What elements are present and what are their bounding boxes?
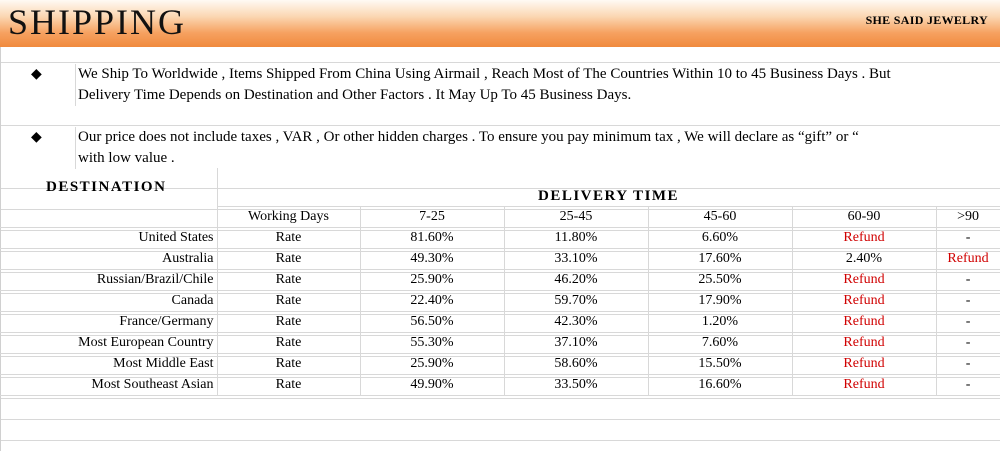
rate-cell: 15.50% [648,354,792,375]
rate-cell: 81.60% [360,228,504,249]
delivery-table-wrap [0,168,1000,396]
rate-cell: - [936,375,1000,396]
type-cell: Rate [217,354,360,375]
rate-cell: 22.40% [360,291,504,312]
rate-cell: - [936,312,1000,333]
column-header: >90 [936,207,1000,228]
destination-header: DESTINATION [0,168,217,207]
table-row [0,249,1000,270]
table-row [0,228,1000,249]
rate-cell: 1.20% [648,312,792,333]
type-cell: Rate [217,312,360,333]
rate-cell: 59.70% [504,291,648,312]
column-header: 45-60 [648,207,792,228]
type-cell: Rate [217,270,360,291]
rate-cell: 42.30% [504,312,648,333]
type-cell: Rate [217,249,360,270]
shipping-banner [0,0,1000,48]
rate-cell: 7.60% [648,333,792,354]
rate-cell: 55.30% [360,333,504,354]
rate-cell: - [936,228,1000,249]
table-row [0,354,1000,375]
table-header-row [0,168,1000,207]
rate-cell: 25.50% [648,270,792,291]
column-header: 7-25 [360,207,504,228]
rate-cell: 37.10% [504,333,648,354]
diamond-bullet-icon: ◆ [31,129,42,145]
rate-cell: 49.90% [360,375,504,396]
rate-cell: - [936,354,1000,375]
rate-cell: 25.90% [360,354,504,375]
type-cell: Rate [217,375,360,396]
rate-cell: 33.10% [504,249,648,270]
destination-cell: Australia [0,249,217,270]
destination-cell: Most Middle East [0,354,217,375]
rate-cell: Refund [936,249,1000,270]
note-text [75,127,998,169]
rate-cell: Refund [792,333,936,354]
note-line: We Ship To Worldwide , Items Shipped From China Using Airmail , Reach Most of The Countries Within 10 to 45 Business Days . But [78,66,891,82]
rate-cell: Refund [792,291,936,312]
note-text [75,64,998,106]
rate-cell: - [936,270,1000,291]
rate-cell: 2.40% [792,249,936,270]
empty-cell [0,207,217,228]
rate-cell: 17.60% [648,249,792,270]
rate-cell: 16.60% [648,375,792,396]
page-title: SHIPPING [8,2,187,42]
table-row [0,270,1000,291]
rate-cell: Refund [792,228,936,249]
destination-cell: Most European Country [0,333,217,354]
table-body [0,228,1000,396]
rate-cell: 11.80% [504,228,648,249]
rate-cell: 46.20% [504,270,648,291]
column-header: 60-90 [792,207,936,228]
tax-note [1,127,1000,169]
brand-name: SHE SAID JEWELRY [865,13,988,27]
column-header: 25-45 [504,207,648,228]
note-line: Our price does not include taxes , VAR , Or other hidden charges . To ensure you pay minimum tax , We will declare as “gift” or “ [78,129,859,145]
destination-cell: Most Southeast Asian [0,375,217,396]
rate-cell: Refund [792,375,936,396]
rate-cell: - [936,291,1000,312]
table-row [0,312,1000,333]
shipping-note [1,64,1000,106]
destination-cell: United States [0,228,217,249]
rate-cell: 33.50% [504,375,648,396]
rate-cell: 25.90% [360,270,504,291]
type-cell: Rate [217,228,360,249]
type-cell: Rate [217,333,360,354]
table-row [0,375,1000,396]
rate-cell: 6.60% [648,228,792,249]
column-header-row [0,207,1000,228]
rate-cell: 56.50% [360,312,504,333]
rate-cell: 17.90% [648,291,792,312]
destination-cell: Russian/Brazil/Chile [0,270,217,291]
note-line: Delivery Time Depends on Destination and Other Factors . It May Up To 45 Business Days. [78,87,632,103]
destination-cell: France/Germany [0,312,217,333]
rate-cell: 49.30% [360,249,504,270]
rate-cell: Refund [792,312,936,333]
rate-cell: Refund [792,270,936,291]
column-header: Working Days [217,207,360,228]
diamond-bullet-icon: ◆ [31,66,42,82]
rate-cell: 58.60% [504,354,648,375]
table-row [0,333,1000,354]
delivery-time-table [0,168,1000,396]
rate-cell: Refund [792,354,936,375]
destination-cell: Canada [0,291,217,312]
rate-cell: - [936,333,1000,354]
type-cell: Rate [217,291,360,312]
note-line: with low value . [78,150,175,166]
table-row [0,291,1000,312]
delivery-time-header: DELIVERY TIME [217,168,1000,207]
